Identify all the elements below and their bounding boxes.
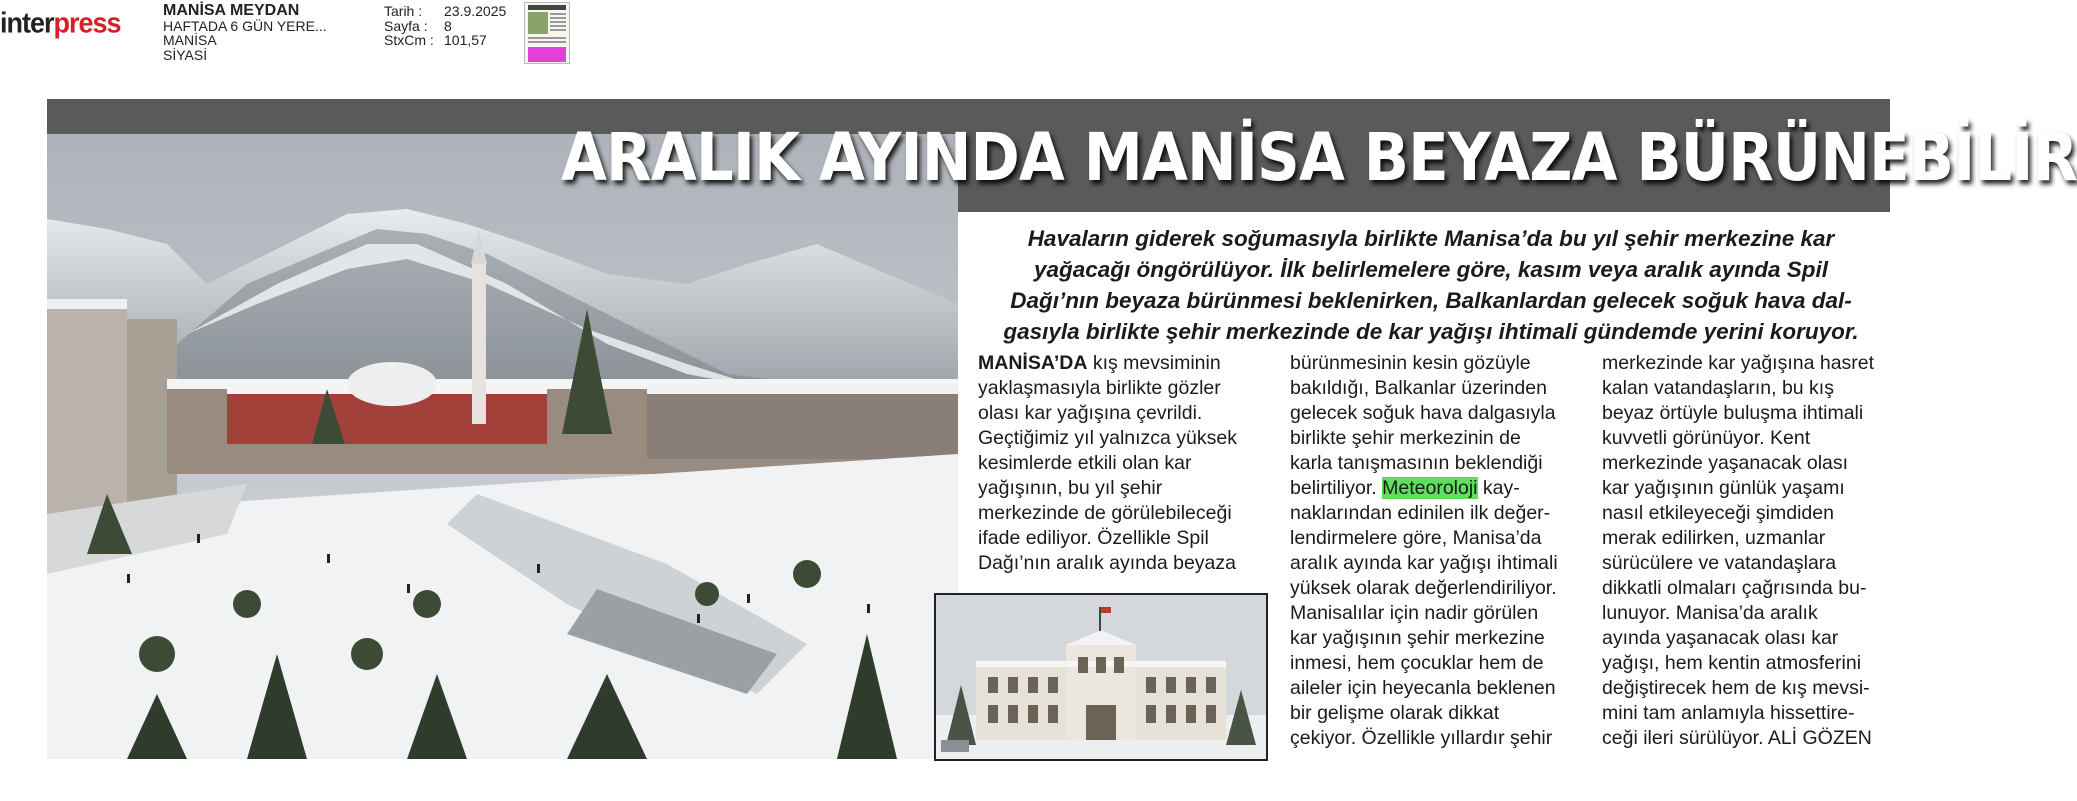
body-line: nasıl etkileyeceği şimdiden [1602, 502, 1834, 524]
body-line: ifade ediliyor. Özellikle Spil [978, 527, 1209, 549]
body-line: merak edilirken, uzmanlar [1602, 527, 1826, 549]
snowy-manisa-photo [47, 134, 958, 759]
lead-line: Dağı’nın beyaza bürünmesi beklenirken, Balkanlardan gelecek soğuk hava dal- [1010, 288, 1852, 313]
body-line: kar yağışının günlük yaşamı [1602, 477, 1845, 499]
body-line: dikkatli olmaları çağrısında bu- [1602, 577, 1867, 599]
body-line: kesimlerde etkili olan kar [978, 452, 1192, 474]
body-line: birlikte şehir merkezinin de [1290, 427, 1521, 449]
body-line: inmesi, hem çocuklar hem de [1290, 652, 1544, 674]
body-line: merkezinde de görülebileceği [978, 502, 1232, 524]
body-line: sürücülere ve vatandaşlara [1602, 552, 1837, 574]
clipping-info [384, 4, 506, 48]
body-column-2 [1290, 351, 1600, 751]
body-line: yağışı, hem kentin atmosferini [1602, 652, 1862, 674]
body-line: kuvvetli görünüyor. Kent [1602, 427, 1811, 449]
publication-name: MANİSA MEYDAN [163, 2, 300, 19]
government-building-photo [934, 593, 1268, 761]
body-line: merkezinde kar yağışına hasret [1602, 352, 1875, 374]
stxcm-value: 101,57 [444, 32, 487, 48]
body-line: yüksek olarak değerlendiriliyor. [1290, 577, 1557, 599]
body-line: belirtiliyor. [1290, 477, 1383, 499]
body-line: olası kar yağışına çevrildi. [978, 402, 1203, 424]
body-line: bürünmesinin kesin gözüyle [1290, 352, 1531, 374]
publication-info [163, 4, 327, 62]
body-line: değiştirecek hem de kış mevsi- [1602, 677, 1870, 699]
body-line: kış mevsiminin [1087, 352, 1221, 374]
publication-category: SİYASİ [163, 46, 208, 63]
body-line: çekiyor. Özellikle yıllardır şehir [1290, 727, 1553, 749]
news-article [47, 99, 2077, 759]
body-line: Dağı’nın aralık ayında beyaza [978, 552, 1236, 574]
body-line: yağışının, bu yıl şehir [978, 477, 1163, 499]
highlighted-keyword: Meteoroloji [1382, 477, 1478, 499]
body-line: kay- [1477, 477, 1520, 499]
body-line: lendirmelere göre, Manisa’da [1290, 527, 1542, 549]
body-line: merkezinde yaşanacak olası [1602, 452, 1849, 474]
body-line: ceği ileri sürülüyor. ALİ GÖZEN [1602, 727, 1872, 749]
body-line: beyaz örtüyle buluşma ihtimali [1602, 402, 1864, 424]
page-label: Sayfa : [384, 17, 428, 34]
publication-city: MANİSA [163, 32, 217, 48]
body-line: naklarından edinilen ilk değer- [1290, 502, 1551, 524]
body-line: kar yağışının şehir merkezine [1290, 627, 1545, 649]
page-value: 8 [444, 17, 452, 34]
body-column-1 [978, 351, 1288, 576]
lead-paragraph [972, 223, 1890, 347]
dateline: MANİSA’DA [978, 352, 1088, 374]
body-line: Manisalılar için nadir görülen [1290, 602, 1539, 624]
body-line: aralık ayında kar yağışı ihtimali [1290, 552, 1558, 574]
body-line: Geçtiğimiz yıl yalnızca yüksek [978, 427, 1237, 449]
lead-line: Havaların giderek soğumasıyla birlikte Manisa’da bu yıl şehir merkezine kar [1027, 226, 1835, 251]
body-line: gelecek soğuk hava dalgasıyla [1290, 402, 1556, 424]
body-line: kalan vatandaşların, bu kış [1602, 377, 1834, 399]
stxcm-label: StxCm : [384, 32, 434, 48]
body-line: bakıldığı, Balkanlar üzerinden [1290, 377, 1547, 399]
body-line: lunuyor. Manisa’da aralık [1602, 602, 1818, 624]
interpress-logo: interpress [0, 7, 121, 39]
headline: ARALIK AYINDA MANİSA BEYAZA BÜRÜNEBİLİR [560, 119, 2077, 196]
body-line: ayında yaşanacak olası kar [1602, 627, 1839, 649]
body-line: bir gelişme olarak dikkat [1290, 702, 1500, 724]
body-column-3 [1602, 351, 1892, 751]
date-value: 23.9.2025 [444, 3, 507, 19]
publication-frequency: HAFTADA 6 GÜN YERE... [163, 17, 327, 34]
lead-line: yağacağı öngörülüyor. İlk belirlemelere göre, kasım veya aralık ayında Spil [1033, 257, 1829, 282]
body-line: yaklaşmasıyla birlikte gözler [978, 377, 1221, 399]
body-line: mini tam anlamıyla hissettire- [1602, 702, 1855, 724]
page-thumbnail[interactable] [524, 2, 570, 64]
body-line: karla tanışmasının beklendiği [1290, 452, 1543, 474]
lead-line: gasıyla birlikte şehir merkezinde de kar yağışı ihtimali gündemde yerini koruyor. [1003, 319, 1859, 344]
date-label: Tarih : [384, 3, 423, 19]
body-line: aileler için heyecanla beklenen [1290, 677, 1556, 699]
